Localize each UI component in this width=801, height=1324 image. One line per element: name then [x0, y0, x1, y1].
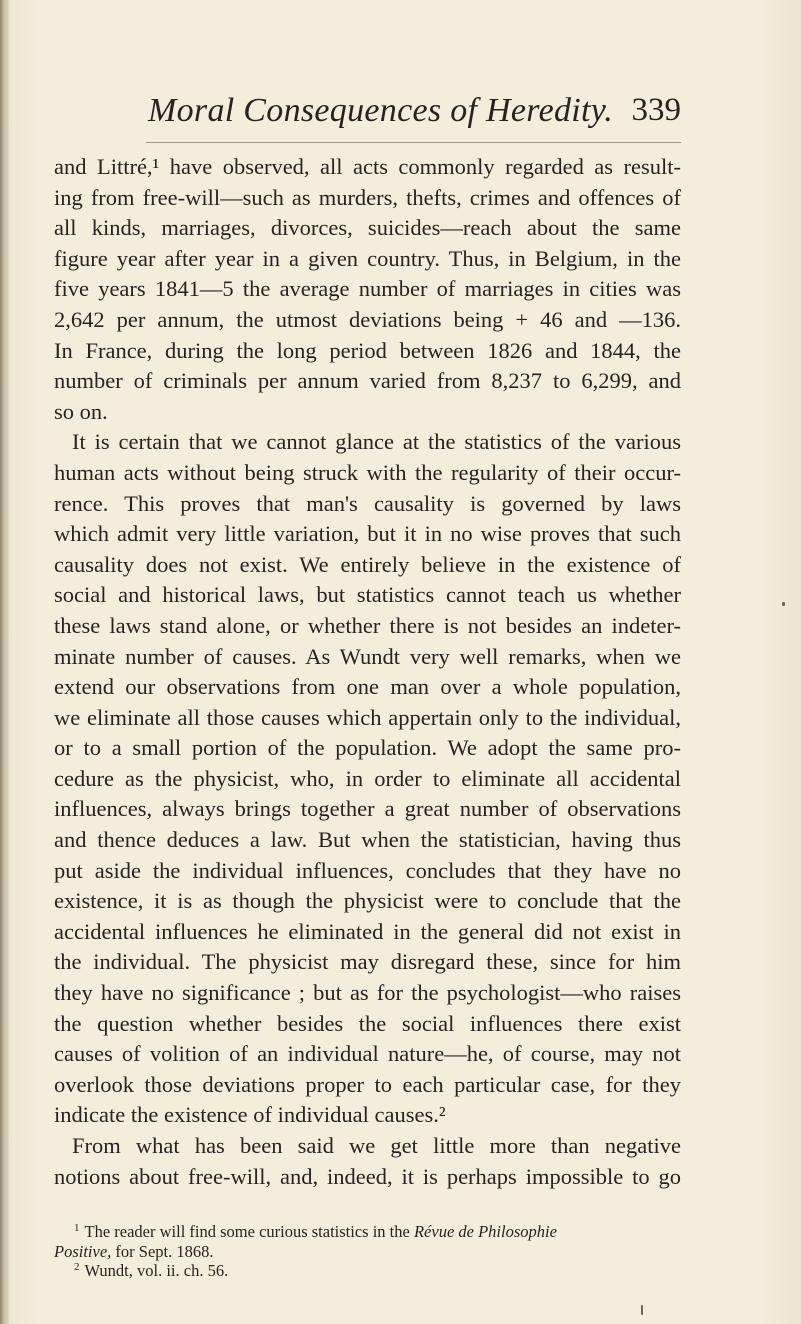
text-line: accidental influences he eliminated in the general did not exist in [54, 918, 681, 944]
text-line: figure year after year in a given country. Thus, in Belgium, in the [54, 245, 681, 271]
text-line: or to a small portion of the population. We adopt the same pro- [54, 735, 681, 761]
text-line: notions about free-will, and, indeed, it is perhaps impossible to go [54, 1163, 681, 1189]
running-head: Moral Consequences of Heredity. [148, 92, 614, 129]
body-text [54, 152, 681, 1192]
paper-speck [641, 1305, 643, 1315]
text-line: they have no significance ; but as for the psychologist—who raises [54, 980, 681, 1006]
text-line: we eliminate all those causes which appertain only to the individual, [54, 704, 681, 730]
text-line: all kinds, marriages, divorces, suicides—reach about the same [54, 215, 681, 241]
page-gutter-shadow [0, 0, 9, 1324]
text-line: In France, during the long period between 1826 and 1844, the [54, 337, 681, 363]
header-rule [146, 142, 681, 143]
text-line: put aside the individual influences, concludes that they have no [54, 857, 681, 883]
text-line: cedure as the physicist, who, in order to eliminate all accidental [54, 765, 681, 791]
text-line: 2,642 per annum, the utmost deviations being + 46 and —136. [54, 306, 681, 332]
footnote-text: Wundt, vol. ii. ch. 56. [84, 1261, 229, 1280]
text-line: and Littré,¹ have observed, all acts commonly regarded as result- [54, 154, 681, 179]
footnote-marker: 1 [74, 1222, 80, 1234]
footnote-text: for Sept. 1868. [115, 1241, 214, 1261]
footnote-1-continued [54, 1242, 681, 1262]
text-line: so on. [54, 398, 108, 424]
text-line: social and historical laws, but statistics cannot teach us whether [54, 582, 681, 608]
text-line: and thence deduces a law. But when the statistician, having thus [54, 827, 681, 853]
text-line: existence, it is as though the physicist were to conclude that the [54, 888, 681, 914]
footnotes [54, 1222, 681, 1281]
text-line: these laws stand alone, or whether there is not besides an indeter- [54, 612, 681, 638]
footnote-title: Positive, [54, 1241, 112, 1261]
text-line: number of criminals per annum varied from 8,237 to 6,299, and [54, 368, 681, 394]
text-line: causality does not exist. We entirely believe in the existence of [54, 551, 681, 577]
text-line: rence. This proves that man's causality is governed by laws [54, 490, 681, 516]
text-line: which admit very little variation, but it in no wise proves that such [54, 521, 681, 547]
footnote-text: The reader will find some curious statistics in the [84, 1222, 410, 1241]
page-number: 339 [631, 92, 681, 128]
paper-speck [782, 602, 785, 606]
text-line: influences, always brings together a great number of observations [54, 796, 681, 822]
text-line: five years 1841—5 the average number of marriages in cities was [54, 276, 681, 302]
footnote-marker: 2 [74, 1261, 80, 1273]
text-line: human acts without being struck with the regularity of their occur- [54, 459, 681, 485]
text-line: ing from free-will—such as murders, thefts, crimes and offences of [54, 184, 681, 210]
text-line: indicate the existence of individual causes.² [54, 1102, 446, 1128]
footnote-2 [54, 1261, 681, 1281]
footnote-1 [54, 1222, 681, 1242]
footnote-title: Révue de Philosophie [413, 1222, 557, 1241]
text-line: the individual. The physicist may disregard these, since for him [54, 949, 681, 975]
text-line: minate number of causes. As Wundt very well remarks, when we [54, 643, 681, 669]
text-line: extend our observations from one man over a whole population, [54, 674, 681, 700]
paragraph-start-line: From what has been said we get little more than negative [72, 1133, 681, 1158]
paragraph-start-line: It is certain that we cannot glance at the statistics of the various [72, 429, 681, 455]
page-header [0, 92, 801, 132]
text-line: the question whether besides the social influences there exist [54, 1010, 681, 1036]
text-line: causes of volition of an individual nature—he, of course, may not [54, 1041, 681, 1067]
text-line: overlook those deviations proper to each particular case, for they [54, 1071, 681, 1097]
